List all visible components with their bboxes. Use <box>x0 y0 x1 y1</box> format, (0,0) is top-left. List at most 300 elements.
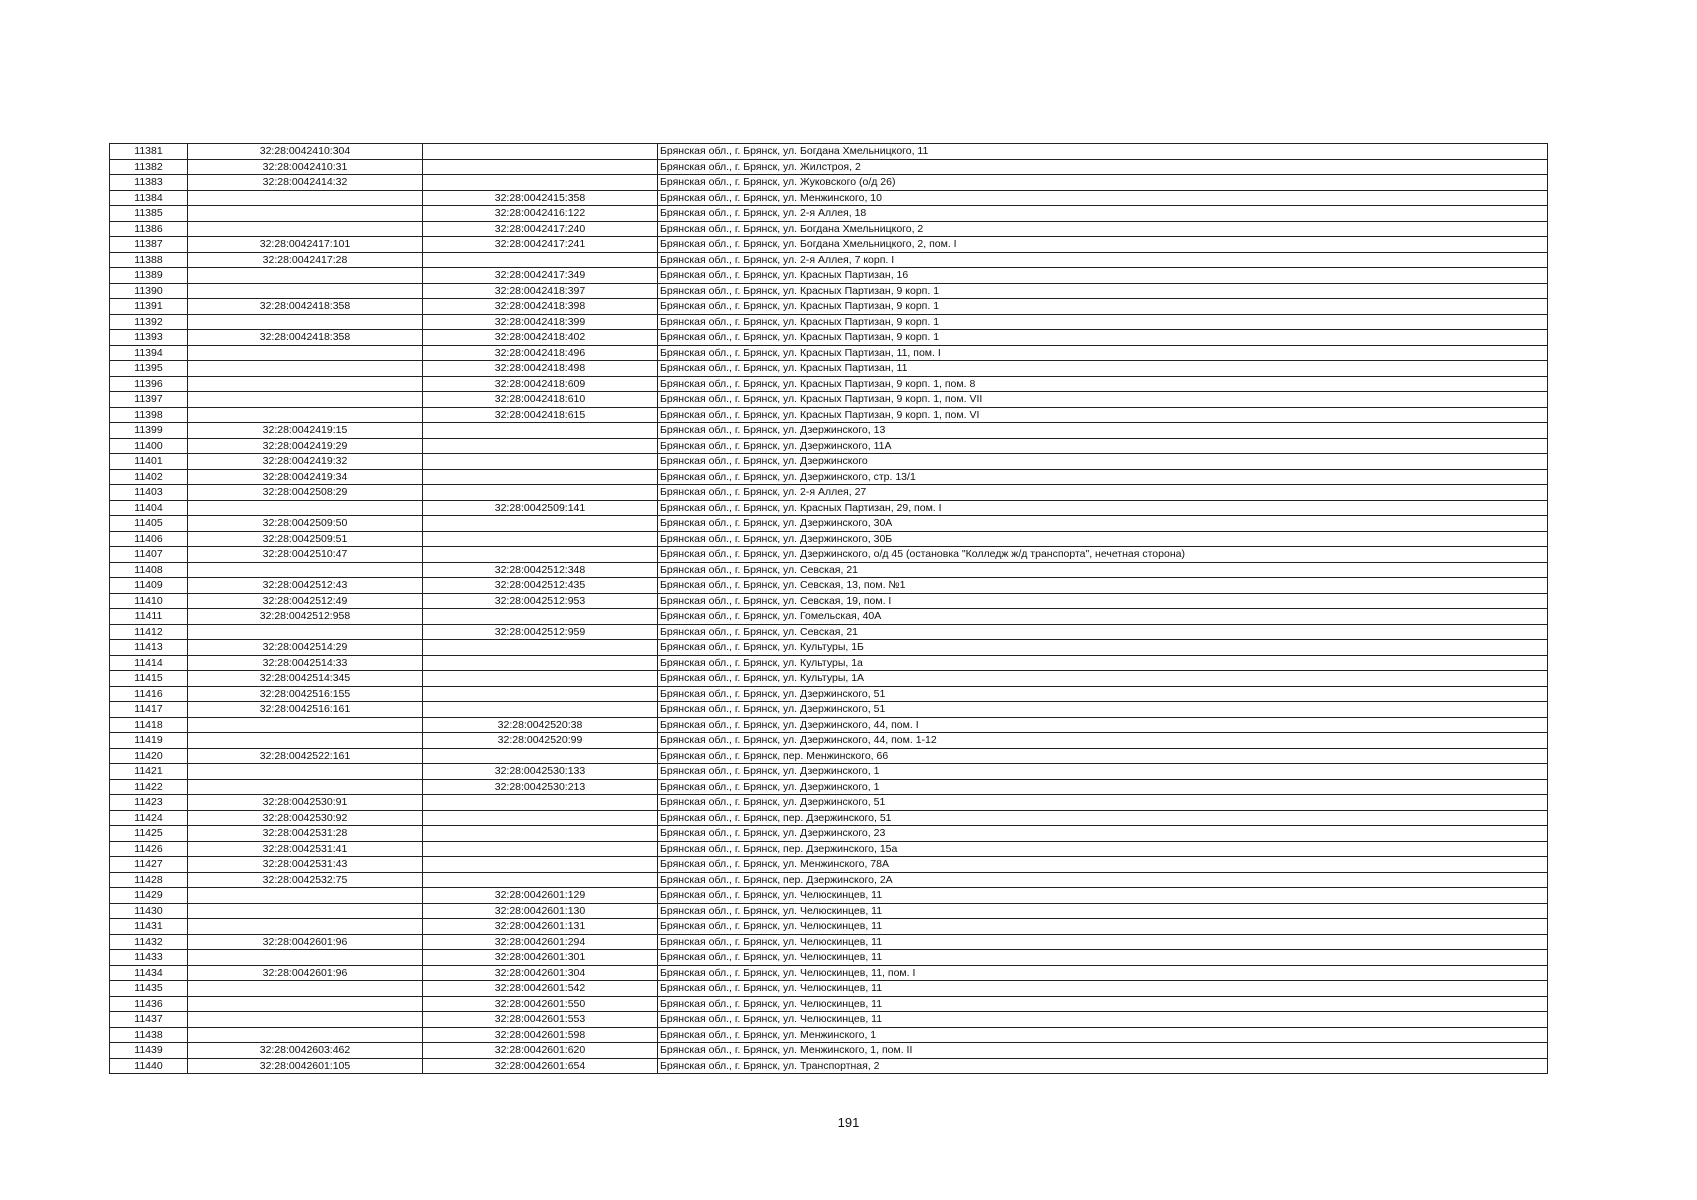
address-cell: Брянская обл., г. Брянск, ул. Культуры, 1Б <box>658 640 1548 656</box>
table-row <box>110 206 1548 222</box>
address-cell: Брянская обл., г. Брянск, ул. Красных Партизан, 9 корп. 1 <box>658 299 1548 315</box>
table-row <box>110 221 1548 237</box>
building-cadastral-number-cell <box>423 438 658 454</box>
row-number-cell: 11393 <box>110 330 188 346</box>
building-cadastral-number-cell <box>423 795 658 811</box>
row-number-cell: 11395 <box>110 361 188 377</box>
row-number-cell: 11407 <box>110 547 188 563</box>
table-row <box>110 810 1548 826</box>
building-cadastral-number-cell: 32:28:0042520:38 <box>423 717 658 733</box>
row-number-cell: 11398 <box>110 407 188 423</box>
building-cadastral-number-cell: 32:28:0042417:240 <box>423 221 658 237</box>
address-cell: Брянская обл., г. Брянск, ул. Дзержинского, 23 <box>658 826 1548 842</box>
row-number-cell: 11416 <box>110 686 188 702</box>
building-cadastral-number-cell <box>423 655 658 671</box>
land-cadastral-number-cell: 32:28:0042417:28 <box>188 252 423 268</box>
row-number-cell: 11381 <box>110 144 188 160</box>
land-cadastral-number-cell <box>188 407 423 423</box>
address-cell: Брянская обл., г. Брянск, ул. Челюскинцев, 11 <box>658 888 1548 904</box>
building-cadastral-number-cell <box>423 857 658 873</box>
table-row <box>110 376 1548 392</box>
address-cell: Брянская обл., г. Брянск, ул. Транспортная, 2 <box>658 1058 1548 1074</box>
table-row <box>110 764 1548 780</box>
land-cadastral-number-cell: 32:28:0042417:101 <box>188 237 423 253</box>
land-cadastral-number-cell <box>188 1027 423 1043</box>
building-cadastral-number-cell: 32:28:0042512:959 <box>423 624 658 640</box>
building-cadastral-number-cell: 32:28:0042418:397 <box>423 283 658 299</box>
land-cadastral-number-cell: 32:28:0042419:34 <box>188 469 423 485</box>
building-cadastral-number-cell <box>423 469 658 485</box>
address-cell: Брянская обл., г. Брянск, ул. Жилстроя, 2 <box>658 159 1548 175</box>
address-cell: Брянская обл., г. Брянск, ул. Севская, 13, пом. №1 <box>658 578 1548 594</box>
row-number-cell: 11382 <box>110 159 188 175</box>
building-cadastral-number-cell <box>423 144 658 160</box>
table-row <box>110 655 1548 671</box>
building-cadastral-number-cell: 32:28:0042601:301 <box>423 950 658 966</box>
land-cadastral-number-cell <box>188 981 423 997</box>
row-number-cell: 11415 <box>110 671 188 687</box>
address-cell: Брянская обл., г. Брянск, ул. Красных Партизан, 29, пом. I <box>658 500 1548 516</box>
table-row <box>110 593 1548 609</box>
building-cadastral-number-cell: 32:28:0042512:348 <box>423 562 658 578</box>
land-cadastral-number-cell: 32:28:0042419:29 <box>188 438 423 454</box>
address-cell: Брянская обл., г. Брянск, ул. Дзержинского, 51 <box>658 686 1548 702</box>
land-cadastral-number-cell: 32:28:0042531:43 <box>188 857 423 873</box>
land-cadastral-number-cell: 32:28:0042419:15 <box>188 423 423 439</box>
land-cadastral-number-cell: 32:28:0042531:28 <box>188 826 423 842</box>
address-cell: Брянская обл., г. Брянск, пер. Дзержинского, 15а <box>658 841 1548 857</box>
table-row <box>110 686 1548 702</box>
row-number-cell: 11390 <box>110 283 188 299</box>
address-cell: Брянская обл., г. Брянск, ул. Красных Партизан, 9 корп. 1 <box>658 314 1548 330</box>
address-cell: Брянская обл., г. Брянск, ул. Красных Партизан, 11 <box>658 361 1548 377</box>
row-number-cell: 11420 <box>110 748 188 764</box>
building-cadastral-number-cell: 32:28:0042601:130 <box>423 903 658 919</box>
table-row <box>110 981 1548 997</box>
building-cadastral-number-cell <box>423 531 658 547</box>
land-cadastral-number-cell <box>188 283 423 299</box>
address-cell: Брянская обл., г. Брянск, ул. Жуковского (о/д 26) <box>658 175 1548 191</box>
row-number-cell: 11402 <box>110 469 188 485</box>
address-cell: Брянская обл., г. Брянск, ул. Красных Партизан, 9 корп. 1, пом. VI <box>658 407 1548 423</box>
table-row <box>110 299 1548 315</box>
land-cadastral-number-cell: 32:28:0042516:155 <box>188 686 423 702</box>
address-cell: Брянская обл., г. Брянск, ул. Культуры, 1А <box>658 671 1548 687</box>
table-row <box>110 1012 1548 1028</box>
address-cell: Брянская обл., г. Брянск, ул. 2-я Аллея, 7 корп. I <box>658 252 1548 268</box>
row-number-cell: 11406 <box>110 531 188 547</box>
table-row <box>110 717 1548 733</box>
row-number-cell: 11435 <box>110 981 188 997</box>
land-cadastral-number-cell <box>188 779 423 795</box>
address-cell: Брянская обл., г. Брянск, ул. Дзержинского <box>658 454 1548 470</box>
table-row <box>110 872 1548 888</box>
building-cadastral-number-cell: 32:28:0042601:294 <box>423 934 658 950</box>
row-number-cell: 11404 <box>110 500 188 516</box>
land-cadastral-number-cell <box>188 500 423 516</box>
table-row <box>110 609 1548 625</box>
row-number-cell: 11421 <box>110 764 188 780</box>
address-cell: Брянская обл., г. Брянск, ул. Дзержинского, 30А <box>658 516 1548 532</box>
table-row <box>110 888 1548 904</box>
row-number-cell: 11386 <box>110 221 188 237</box>
registry-table <box>109 143 1548 1074</box>
table-row <box>110 903 1548 919</box>
table-row <box>110 392 1548 408</box>
building-cadastral-number-cell: 32:28:0042601:304 <box>423 965 658 981</box>
address-cell: Брянская обл., г. Брянск, ул. Красных Партизан, 9 корп. 1 <box>658 330 1548 346</box>
row-number-cell: 11411 <box>110 609 188 625</box>
table-row <box>110 175 1548 191</box>
table-row <box>110 438 1548 454</box>
address-cell: Брянская обл., г. Брянск, ул. Красных Партизан, 16 <box>658 268 1548 284</box>
building-cadastral-number-cell: 32:28:0042416:122 <box>423 206 658 222</box>
address-cell: Брянская обл., г. Брянск, ул. Севская, 21 <box>658 624 1548 640</box>
row-number-cell: 11392 <box>110 314 188 330</box>
row-number-cell: 11436 <box>110 996 188 1012</box>
row-number-cell: 11428 <box>110 872 188 888</box>
building-cadastral-number-cell: 32:28:0042418:402 <box>423 330 658 346</box>
address-cell: Брянская обл., г. Брянск, ул. Богдана Хмельницкого, 2, пом. I <box>658 237 1548 253</box>
row-number-cell: 11432 <box>110 934 188 950</box>
building-cadastral-number-cell <box>423 252 658 268</box>
land-cadastral-number-cell <box>188 888 423 904</box>
building-cadastral-number-cell <box>423 671 658 687</box>
row-number-cell: 11389 <box>110 268 188 284</box>
table-row <box>110 733 1548 749</box>
row-number-cell: 11427 <box>110 857 188 873</box>
table-row <box>110 454 1548 470</box>
address-cell: Брянская обл., г. Брянск, ул. Дзержинского, 1 <box>658 764 1548 780</box>
table-row <box>110 748 1548 764</box>
address-cell: Брянская обл., г. Брянск, ул. Севская, 19, пом. I <box>658 593 1548 609</box>
address-cell: Брянская обл., г. Брянск, ул. Челюскинцев, 11, пом. I <box>658 965 1548 981</box>
land-cadastral-number-cell <box>188 624 423 640</box>
building-cadastral-number-cell: 32:28:0042601:542 <box>423 981 658 997</box>
building-cadastral-number-cell <box>423 748 658 764</box>
table-row <box>110 330 1548 346</box>
land-cadastral-number-cell <box>188 221 423 237</box>
address-cell: Брянская обл., г. Брянск, ул. Челюскинцев, 11 <box>658 950 1548 966</box>
address-cell: Брянская обл., г. Брянск, ул. Дзержинского, 44, пом. I <box>658 717 1548 733</box>
table-row <box>110 795 1548 811</box>
building-cadastral-number-cell <box>423 841 658 857</box>
land-cadastral-number-cell <box>188 392 423 408</box>
building-cadastral-number-cell <box>423 702 658 718</box>
address-cell: Брянская обл., г. Брянск, пер. Дзержинского, 51 <box>658 810 1548 826</box>
row-number-cell: 11401 <box>110 454 188 470</box>
land-cadastral-number-cell: 32:28:0042601:96 <box>188 965 423 981</box>
address-cell: Брянская обл., г. Брянск, пер. Дзержинского, 2А <box>658 872 1548 888</box>
table-row <box>110 857 1548 873</box>
table-row <box>110 314 1548 330</box>
table-row <box>110 469 1548 485</box>
address-cell: Брянская обл., г. Брянск, ул. Челюскинцев, 11 <box>658 934 1548 950</box>
row-number-cell: 11419 <box>110 733 188 749</box>
building-cadastral-number-cell <box>423 547 658 563</box>
address-cell: Брянская обл., г. Брянск, ул. Богдана Хмельницкого, 2 <box>658 221 1548 237</box>
land-cadastral-number-cell: 32:28:0042516:161 <box>188 702 423 718</box>
address-cell: Брянская обл., г. Брянск, ул. Культуры, 1а <box>658 655 1548 671</box>
table-row <box>110 485 1548 501</box>
building-cadastral-number-cell: 32:28:0042601:598 <box>423 1027 658 1043</box>
address-cell: Брянская обл., г. Брянск, ул. Дзержинского, 13 <box>658 423 1548 439</box>
land-cadastral-number-cell <box>188 903 423 919</box>
building-cadastral-number-cell <box>423 872 658 888</box>
building-cadastral-number-cell <box>423 485 658 501</box>
table-row <box>110 965 1548 981</box>
table-row <box>110 516 1548 532</box>
land-cadastral-number-cell <box>188 345 423 361</box>
land-cadastral-number-cell: 32:28:0042410:31 <box>188 159 423 175</box>
land-cadastral-number-cell <box>188 764 423 780</box>
building-cadastral-number-cell: 32:28:0042418:398 <box>423 299 658 315</box>
land-cadastral-number-cell <box>188 950 423 966</box>
table-row <box>110 144 1548 160</box>
address-cell: Брянская обл., г. Брянск, ул. Челюскинцев, 11 <box>658 919 1548 935</box>
land-cadastral-number-cell: 32:28:0042532:75 <box>188 872 423 888</box>
registry-sheet <box>109 143 1548 1074</box>
address-cell: Брянская обл., г. Брянск, ул. 2-я Аллея, 27 <box>658 485 1548 501</box>
table-row <box>110 268 1548 284</box>
address-cell: Брянская обл., г. Брянск, ул. Дзержинского, 1 <box>658 779 1548 795</box>
land-cadastral-number-cell: 32:28:0042418:358 <box>188 330 423 346</box>
row-number-cell: 11387 <box>110 237 188 253</box>
table-row <box>110 423 1548 439</box>
land-cadastral-number-cell <box>188 919 423 935</box>
land-cadastral-number-cell: 32:28:0042514:345 <box>188 671 423 687</box>
address-cell: Брянская обл., г. Брянск, ул. 2-я Аллея, 18 <box>658 206 1548 222</box>
row-number-cell: 11437 <box>110 1012 188 1028</box>
address-cell: Брянская обл., г. Брянск, ул. Красных Партизан, 9 корп. 1, пом. 8 <box>658 376 1548 392</box>
row-number-cell: 11429 <box>110 888 188 904</box>
table-row <box>110 562 1548 578</box>
table-row <box>110 283 1548 299</box>
land-cadastral-number-cell <box>188 268 423 284</box>
land-cadastral-number-cell <box>188 733 423 749</box>
row-number-cell: 11383 <box>110 175 188 191</box>
building-cadastral-number-cell: 32:28:0042601:550 <box>423 996 658 1012</box>
building-cadastral-number-cell <box>423 609 658 625</box>
row-number-cell: 11400 <box>110 438 188 454</box>
address-cell: Брянская обл., г. Брянск, ул. Менжинского, 1 <box>658 1027 1548 1043</box>
table-row <box>110 345 1548 361</box>
address-cell: Брянская обл., г. Брянск, ул. Челюскинцев, 11 <box>658 1012 1548 1028</box>
building-cadastral-number-cell: 32:28:0042418:609 <box>423 376 658 392</box>
building-cadastral-number-cell <box>423 686 658 702</box>
building-cadastral-number-cell: 32:28:0042530:133 <box>423 764 658 780</box>
address-cell: Брянская обл., г. Брянск, ул. Красных Партизан, 9 корп. 1 <box>658 283 1548 299</box>
building-cadastral-number-cell <box>423 810 658 826</box>
building-cadastral-number-cell <box>423 175 658 191</box>
building-cadastral-number-cell: 32:28:0042520:99 <box>423 733 658 749</box>
land-cadastral-number-cell <box>188 206 423 222</box>
row-number-cell: 11410 <box>110 593 188 609</box>
land-cadastral-number-cell: 32:28:0042603:462 <box>188 1043 423 1059</box>
building-cadastral-number-cell: 32:28:0042512:953 <box>423 593 658 609</box>
row-number-cell: 11423 <box>110 795 188 811</box>
building-cadastral-number-cell <box>423 640 658 656</box>
table-row <box>110 1027 1548 1043</box>
row-number-cell: 11394 <box>110 345 188 361</box>
address-cell: Брянская обл., г. Брянск, ул. Богдана Хмельницкого, 11 <box>658 144 1548 160</box>
building-cadastral-number-cell: 32:28:0042417:349 <box>423 268 658 284</box>
land-cadastral-number-cell: 32:28:0042512:49 <box>188 593 423 609</box>
row-number-cell: 11403 <box>110 485 188 501</box>
row-number-cell: 11426 <box>110 841 188 857</box>
building-cadastral-number-cell <box>423 423 658 439</box>
table-row <box>110 252 1548 268</box>
table-row <box>110 996 1548 1012</box>
page-number: 191 <box>837 1115 860 1130</box>
registry-table-body <box>110 144 1548 1074</box>
address-cell: Брянская обл., г. Брянск, ул. Дзержинского, о/д 45 (остановка "Колледж ж/д транспорта", нечетная сторона) <box>658 547 1548 563</box>
row-number-cell: 11431 <box>110 919 188 935</box>
row-number-cell: 11425 <box>110 826 188 842</box>
address-cell: Брянская обл., г. Брянск, ул. Красных Партизан, 9 корп. 1, пом. VII <box>658 392 1548 408</box>
row-number-cell: 11408 <box>110 562 188 578</box>
address-cell: Брянская обл., г. Брянск, ул. Менжинского, 78А <box>658 857 1548 873</box>
row-number-cell: 11413 <box>110 640 188 656</box>
address-cell: Брянская обл., г. Брянск, ул. Красных Партизан, 11, пом. I <box>658 345 1548 361</box>
building-cadastral-number-cell <box>423 159 658 175</box>
row-number-cell: 11433 <box>110 950 188 966</box>
land-cadastral-number-cell <box>188 996 423 1012</box>
land-cadastral-number-cell: 32:28:0042601:96 <box>188 934 423 950</box>
building-cadastral-number-cell: 32:28:0042418:496 <box>423 345 658 361</box>
land-cadastral-number-cell: 32:28:0042418:358 <box>188 299 423 315</box>
land-cadastral-number-cell: 32:28:0042514:33 <box>188 655 423 671</box>
row-number-cell: 11388 <box>110 252 188 268</box>
land-cadastral-number-cell: 32:28:0042410:304 <box>188 144 423 160</box>
table-row <box>110 1043 1548 1059</box>
building-cadastral-number-cell: 32:28:0042418:498 <box>423 361 658 377</box>
building-cadastral-number-cell: 32:28:0042512:435 <box>423 578 658 594</box>
land-cadastral-number-cell: 32:28:0042522:161 <box>188 748 423 764</box>
land-cadastral-number-cell: 32:28:0042512:958 <box>188 609 423 625</box>
address-cell: Брянская обл., г. Брянск, ул. Челюскинцев, 11 <box>658 996 1548 1012</box>
table-row <box>110 702 1548 718</box>
row-number-cell: 11409 <box>110 578 188 594</box>
table-row <box>110 531 1548 547</box>
row-number-cell: 11396 <box>110 376 188 392</box>
land-cadastral-number-cell <box>188 314 423 330</box>
table-row <box>110 640 1548 656</box>
address-cell: Брянская обл., г. Брянск, ул. Дзержинского, 51 <box>658 702 1548 718</box>
row-number-cell: 11397 <box>110 392 188 408</box>
land-cadastral-number-cell <box>188 376 423 392</box>
address-cell: Брянская обл., г. Брянск, ул. Дзержинского, 44, пом. 1-12 <box>658 733 1548 749</box>
land-cadastral-number-cell: 32:28:0042530:92 <box>188 810 423 826</box>
row-number-cell: 11430 <box>110 903 188 919</box>
building-cadastral-number-cell: 32:28:0042601:131 <box>423 919 658 935</box>
row-number-cell: 11418 <box>110 717 188 733</box>
table-row <box>110 934 1548 950</box>
row-number-cell: 11440 <box>110 1058 188 1074</box>
address-cell: Брянская обл., г. Брянск, пер. Менжинского, 66 <box>658 748 1548 764</box>
address-cell: Брянская обл., г. Брянск, ул. Дзержинского, 11А <box>658 438 1548 454</box>
building-cadastral-number-cell <box>423 454 658 470</box>
building-cadastral-number-cell: 32:28:0042601:553 <box>423 1012 658 1028</box>
land-cadastral-number-cell: 32:28:0042510:47 <box>188 547 423 563</box>
land-cadastral-number-cell <box>188 190 423 206</box>
table-row <box>110 841 1548 857</box>
building-cadastral-number-cell: 32:28:0042530:213 <box>423 779 658 795</box>
address-cell: Брянская обл., г. Брянск, ул. Менжинского, 1, пом. II <box>658 1043 1548 1059</box>
building-cadastral-number-cell: 32:28:0042509:141 <box>423 500 658 516</box>
building-cadastral-number-cell: 32:28:0042417:241 <box>423 237 658 253</box>
land-cadastral-number-cell <box>188 361 423 377</box>
table-row <box>110 1058 1548 1074</box>
table-row <box>110 578 1548 594</box>
row-number-cell: 11424 <box>110 810 188 826</box>
building-cadastral-number-cell: 32:28:0042601:620 <box>423 1043 658 1059</box>
row-number-cell: 11422 <box>110 779 188 795</box>
land-cadastral-number-cell: 32:28:0042509:50 <box>188 516 423 532</box>
address-cell: Брянская обл., г. Брянск, ул. Челюскинцев, 11 <box>658 981 1548 997</box>
table-row <box>110 950 1548 966</box>
land-cadastral-number-cell: 32:28:0042601:105 <box>188 1058 423 1074</box>
building-cadastral-number-cell <box>423 826 658 842</box>
row-number-cell: 11405 <box>110 516 188 532</box>
address-cell: Брянская обл., г. Брянск, ул. Дзержинского, стр. 13/1 <box>658 469 1548 485</box>
land-cadastral-number-cell: 32:28:0042508:29 <box>188 485 423 501</box>
address-cell: Брянская обл., г. Брянск, ул. Челюскинцев, 11 <box>658 903 1548 919</box>
building-cadastral-number-cell: 32:28:0042418:610 <box>423 392 658 408</box>
address-cell: Брянская обл., г. Брянск, ул. Севская, 21 <box>658 562 1548 578</box>
land-cadastral-number-cell: 32:28:0042512:43 <box>188 578 423 594</box>
address-cell: Брянская обл., г. Брянск, ул. Дзержинского, 30Б <box>658 531 1548 547</box>
building-cadastral-number-cell <box>423 516 658 532</box>
row-number-cell: 11438 <box>110 1027 188 1043</box>
row-number-cell: 11439 <box>110 1043 188 1059</box>
row-number-cell: 11385 <box>110 206 188 222</box>
land-cadastral-number-cell <box>188 717 423 733</box>
table-row <box>110 237 1548 253</box>
table-row <box>110 826 1548 842</box>
table-row <box>110 779 1548 795</box>
land-cadastral-number-cell: 32:28:0042419:32 <box>188 454 423 470</box>
row-number-cell: 11391 <box>110 299 188 315</box>
land-cadastral-number-cell: 32:28:0042509:51 <box>188 531 423 547</box>
table-row <box>110 500 1548 516</box>
address-cell: Брянская обл., г. Брянск, ул. Менжинского, 10 <box>658 190 1548 206</box>
building-cadastral-number-cell: 32:28:0042601:654 <box>423 1058 658 1074</box>
land-cadastral-number-cell: 32:28:0042531:41 <box>188 841 423 857</box>
building-cadastral-number-cell: 32:28:0042418:615 <box>423 407 658 423</box>
row-number-cell: 11417 <box>110 702 188 718</box>
table-row <box>110 671 1548 687</box>
table-row <box>110 624 1548 640</box>
building-cadastral-number-cell: 32:28:0042418:399 <box>423 314 658 330</box>
land-cadastral-number-cell: 32:28:0042514:29 <box>188 640 423 656</box>
land-cadastral-number-cell <box>188 562 423 578</box>
row-number-cell: 11414 <box>110 655 188 671</box>
address-cell: Брянская обл., г. Брянск, ул. Гомельская, 40А <box>658 609 1548 625</box>
table-row <box>110 407 1548 423</box>
table-row <box>110 190 1548 206</box>
land-cadastral-number-cell <box>188 1012 423 1028</box>
row-number-cell: 11434 <box>110 965 188 981</box>
address-cell: Брянская обл., г. Брянск, ул. Дзержинского, 51 <box>658 795 1548 811</box>
table-row <box>110 547 1548 563</box>
row-number-cell: 11412 <box>110 624 188 640</box>
row-number-cell: 11384 <box>110 190 188 206</box>
land-cadastral-number-cell: 32:28:0042414:32 <box>188 175 423 191</box>
row-number-cell: 11399 <box>110 423 188 439</box>
table-row <box>110 919 1548 935</box>
building-cadastral-number-cell: 32:28:0042415:358 <box>423 190 658 206</box>
